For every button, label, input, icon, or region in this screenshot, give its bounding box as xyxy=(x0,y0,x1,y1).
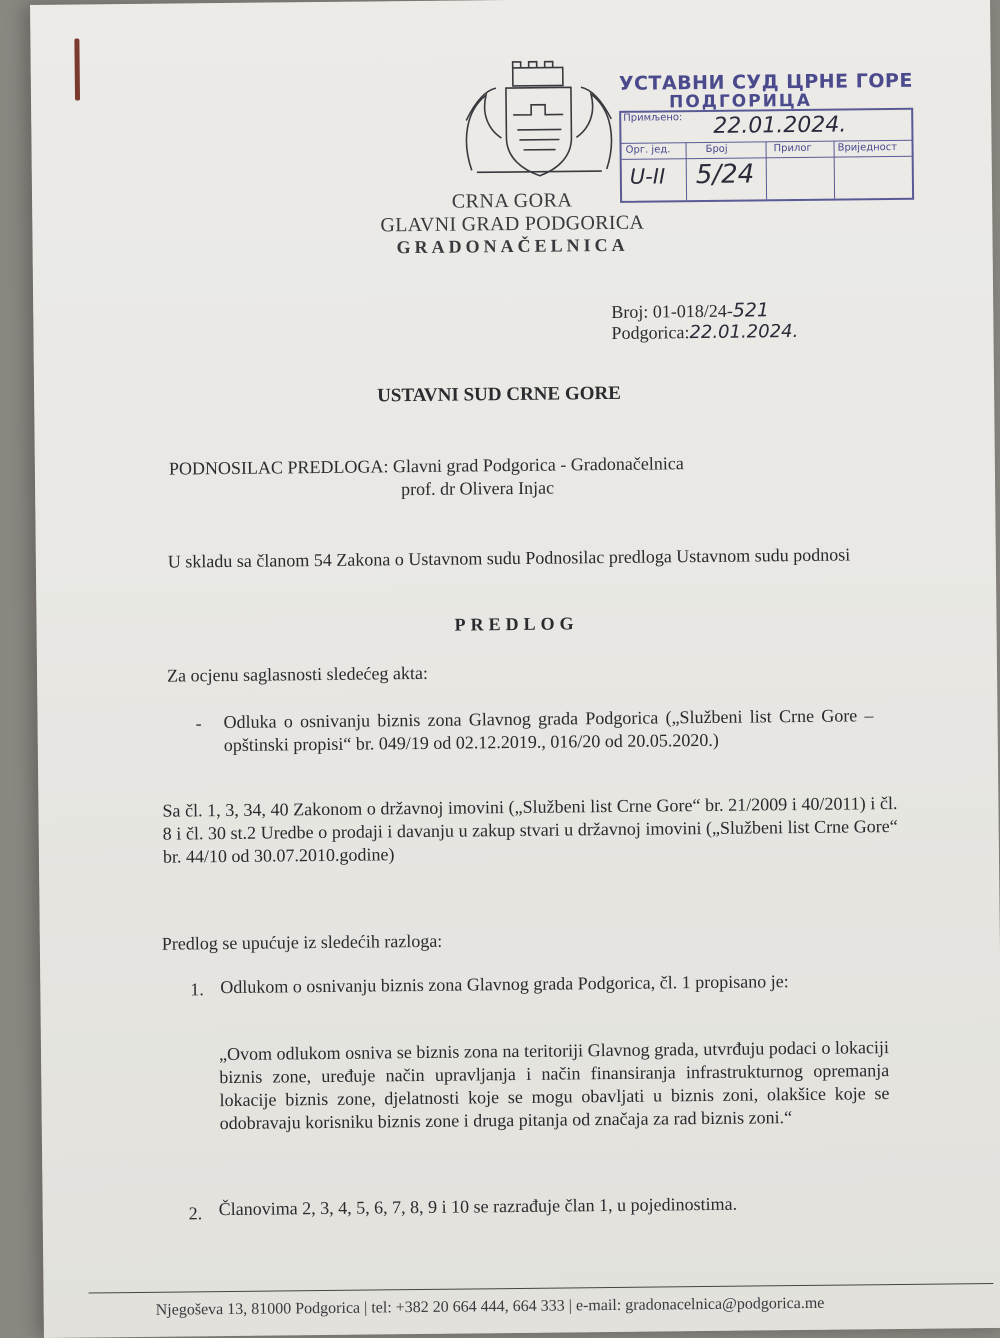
letterhead xyxy=(362,188,663,258)
reference-date xyxy=(611,321,798,344)
letterhead-city: GLAVNI GRAD PODGORICA xyxy=(380,211,645,237)
document-title: PREDLOG xyxy=(454,613,579,635)
letterhead-country: CRNA GORA xyxy=(451,189,573,213)
stamp-city: ПОДГОРИЦА xyxy=(668,90,812,113)
intro-paragraph: U skladu sa članom 54 Zakona o Ustavnom sudu Podnosilac predloga Ustavnom sudu podnosi xyxy=(167,544,851,572)
point-2-number: 2. xyxy=(188,1203,203,1224)
stamp-number-value: 5/24 xyxy=(695,159,755,191)
addressee: USTAVNI SUD CRNE GORE xyxy=(377,382,621,407)
stamp-number-label: Број xyxy=(705,143,728,155)
submitter-name: prof. dr Olivera Injac xyxy=(401,477,555,500)
point-1-text: Odlukom o osnivanju biznis zona Glavnog grada Podgorica, čl. 1 propisano je: xyxy=(220,971,789,998)
point-1-number: 1. xyxy=(190,979,204,1000)
stamp-org-unit-value: U-II xyxy=(629,164,666,189)
stamp-attachment-label: Прилог xyxy=(773,142,812,155)
stamp-received-date: 22.01.2024. xyxy=(713,112,847,139)
footer-divider xyxy=(89,1283,994,1293)
stamp-value-label: Вриједност xyxy=(837,141,898,154)
court-received-stamp xyxy=(591,64,912,207)
letterhead-office: GRADONAČELNICA xyxy=(396,234,629,258)
reference-place-label: Podgorica: xyxy=(611,322,690,343)
act-reference: Odluka o osnivanju biznis zona Glavnog grada Podgorica („Službeni list Crne Gore – opštinski propisi“ br. 049/19 od 02.12.2019., 016/20 od 20.05.2020.) xyxy=(223,705,874,756)
stamp-org-unit-label: Орг. јед. xyxy=(625,144,671,156)
stamp-received-label: Примљено: xyxy=(623,112,683,124)
submitter-label: PODNOSILAC PREDLOGA: Glavni grad Podgorica - Gradonačelnica xyxy=(168,453,684,479)
assessment-line: Za ocjenu saglasnosti sledećeg akta: xyxy=(166,662,429,686)
act-bullet: - xyxy=(195,713,202,734)
reasons-intro: Predlog se upućuje iz sledećih razloga: xyxy=(161,930,443,954)
stamp-grid xyxy=(619,108,914,203)
reference-date-hand: 22.01.2024. xyxy=(689,320,799,344)
document-page xyxy=(30,0,1000,1338)
laws-paragraph: Sa čl. 1, 3, 34, 40 Zakonom o državnoj imovini („Službeni list Crne Gore“ br. 21/2009 i 40/2011) i čl. 8 i čl. 30 st.2 Uredbe o prodaji i davanju u zakup stvari u državnoj imovini („Službeni list Crne Gore“ br. 44/10 od 30.07.2010.godine) xyxy=(162,792,898,867)
quoted-article: „Ovom odlukom osniva se biznis zona na teritoriji Glavnog grada, utvrđuju podaci o lokaciji biznis zone, uređuje način upravljanja i način finansiranja infrastrukturnog opremanja lokacije biznis zone, djelatnosti koje se mogu obavljati u biznis zoni, olakšice koje se odobravaju korisniku biznis zone i druga pitanja od značaja za rad biznis zoni.“ xyxy=(218,1037,890,1134)
reference-number-label: Broj: 01-018/24- xyxy=(611,300,733,322)
stamp-court-name: УСТАВНИ СУД ЦРНЕ ГОРЕ xyxy=(618,69,913,95)
reference-number-hand: 521 xyxy=(732,299,770,322)
point-2-text: Članovima 2, 3, 4, 5, 6, 7, 8, 9 i 10 se razrađuje član 1, u pojedinostima. xyxy=(218,1193,738,1220)
reference-number xyxy=(611,299,769,323)
footer-contact: Njegoševa 13, 81000 Podgorica | tel: +382 20 664 444, 664 333 | e-mail: gradonacelnica@podgorica.me xyxy=(155,1294,825,1319)
pen-mark xyxy=(74,39,80,101)
